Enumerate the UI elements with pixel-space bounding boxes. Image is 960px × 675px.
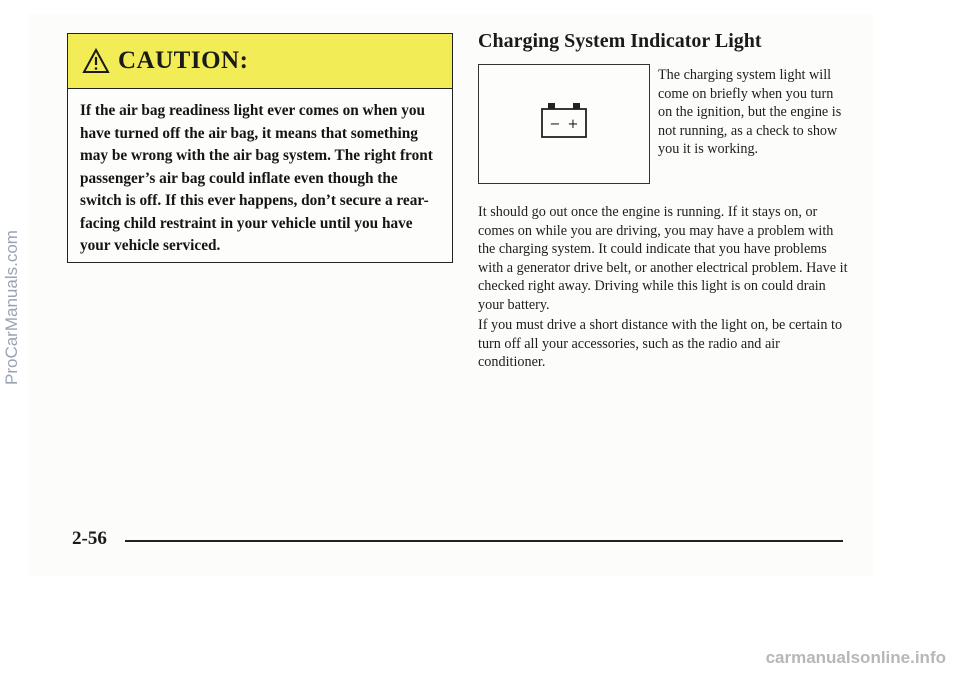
side-watermark: ProCarManuals.com <box>2 230 21 385</box>
footer-rule <box>125 540 843 542</box>
page-number: 2-56 <box>72 528 107 549</box>
caution-text: If the air bag readiness light ever comes on when you have turned off the air bag, it means that something may be wrong with the air bag system. The right front passenger’s air bag could inflate even though the switch is off. If this ever happens, don’t secure a rear-facing child restraint in your vehicle until you have your vehicle serviced. <box>80 102 433 254</box>
body-paragraph-1: It should go out once the engine is running. If it stays on, or comes on while you are driving, you may have a problem with the charging system. It could indicate that you have problems with a generator drive belt, or another electrical problem. Have it checked right away. Driving while this light is on could drain your battery. <box>478 204 848 313</box>
battery-minus-sign: − <box>549 117 561 132</box>
indicator-illustration <box>478 64 650 184</box>
battery-plus-sign: + <box>567 117 579 132</box>
bottom-watermark: carmanualsonline.info <box>765 648 946 667</box>
battery-icon <box>539 103 589 139</box>
warning-triangle-icon <box>82 48 110 74</box>
caution-box <box>67 33 453 263</box>
intro-text: The charging system light will come on briefly when you turn on the ignition, but the engine is not running, as a check to show you it is working. <box>658 67 842 158</box>
body-paragraph-2: If you must drive a short distance with the light on, be certain to turn off all your accessories, such as the radio and air conditioner. <box>478 317 843 371</box>
section-heading: Charging System Indicator Light <box>478 30 762 52</box>
caution-header <box>68 34 452 89</box>
caution-title: CAUTION: <box>118 47 249 74</box>
